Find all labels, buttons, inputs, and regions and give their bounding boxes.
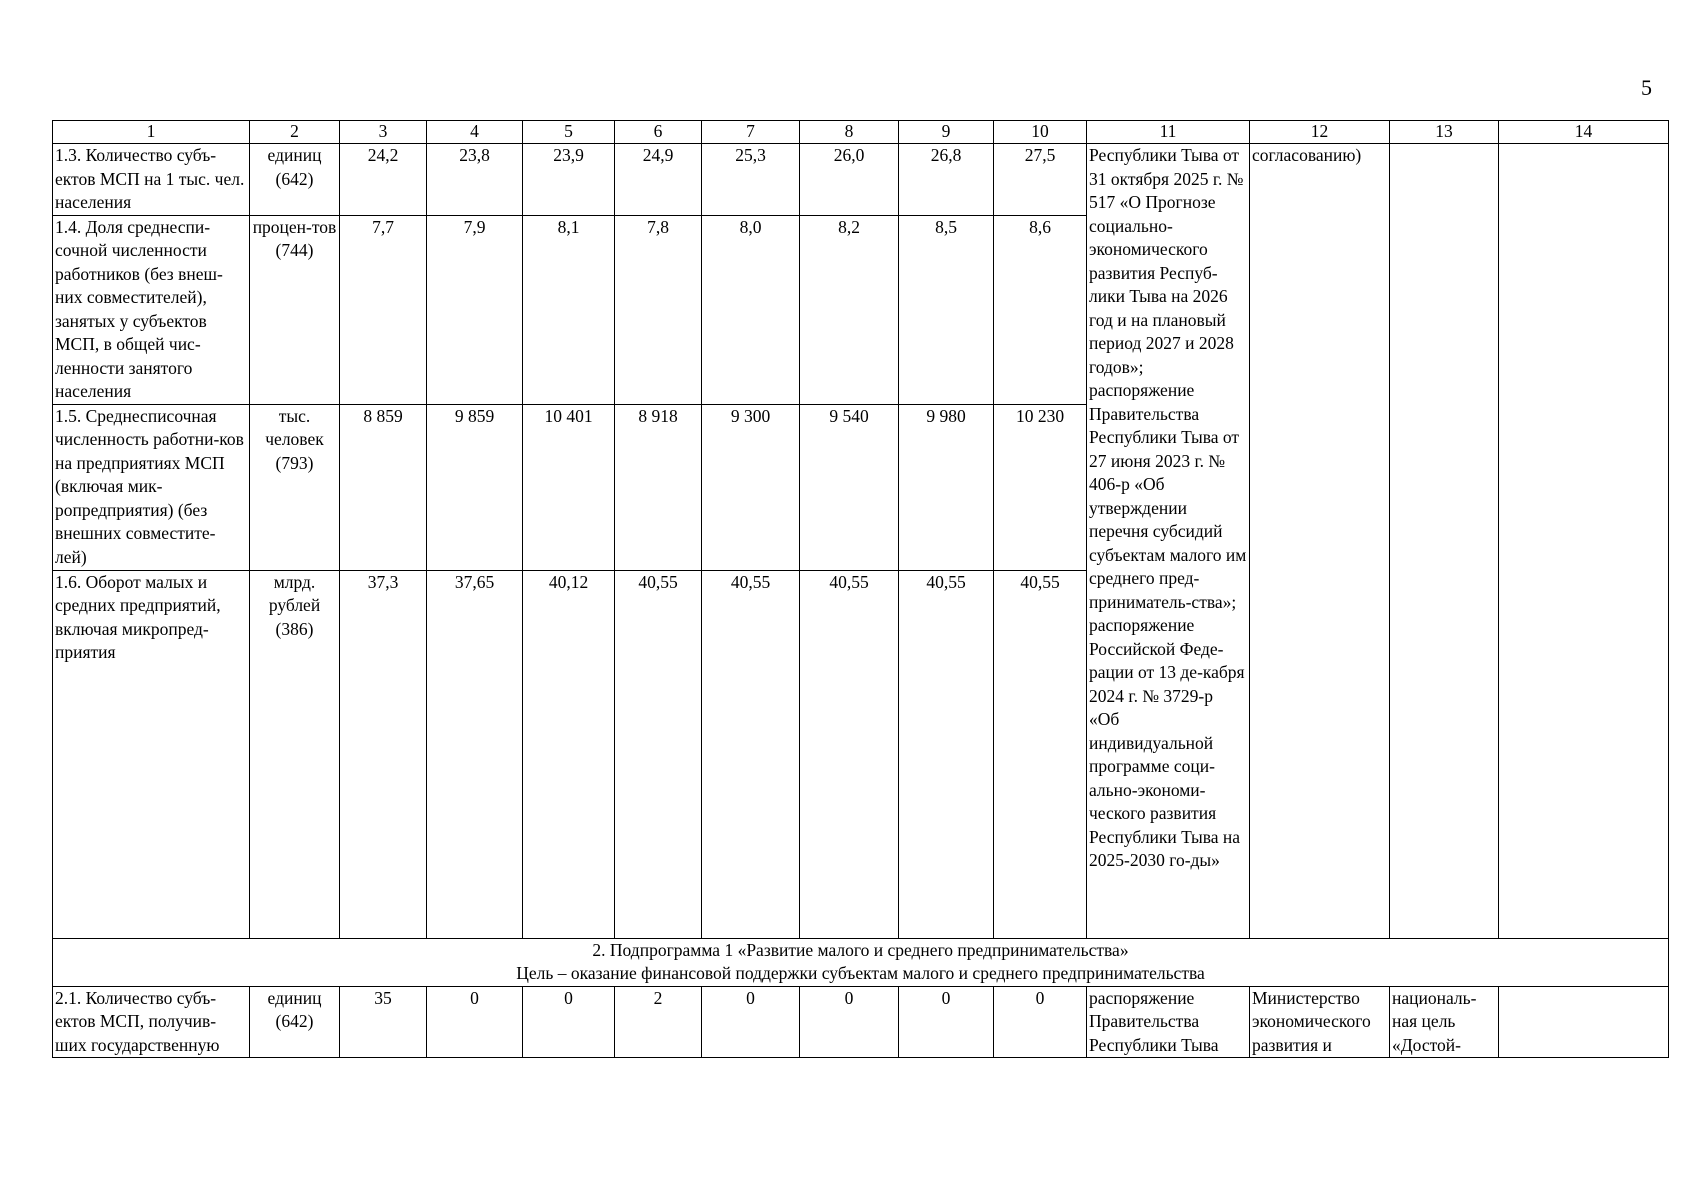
indicator-name: 1.4. Доля среднеспи-сочной численности работников (без внеш-них совместителей), занятых у субъектов МСП, в общей чис-ленности занятого населения (53, 215, 250, 404)
value-cell: 40,55 (899, 570, 994, 938)
column-number: 11 (1087, 121, 1250, 144)
value-cell: 2 (615, 986, 702, 1058)
value-cell: 7,9 (427, 215, 523, 404)
indicator-unit: млрд. рублей (386) (250, 570, 340, 938)
value-cell: 8,0 (702, 215, 800, 404)
column-number: 9 (899, 121, 994, 144)
value-cell: 8,5 (899, 215, 994, 404)
column-number: 14 (1499, 121, 1669, 144)
column-number: 2 (250, 121, 340, 144)
value-cell: 7,7 (340, 215, 427, 404)
table-row (53, 986, 1669, 1058)
responsible-cell: согласованию) (1250, 144, 1390, 939)
value-cell: 24,9 (615, 144, 702, 216)
section-heading-row (53, 938, 1669, 986)
column-number: 8 (800, 121, 899, 144)
column-number: 12 (1250, 121, 1390, 144)
empty-cell (1499, 144, 1669, 939)
column-number: 5 (523, 121, 615, 144)
value-cell: 9 540 (800, 404, 899, 570)
value-cell: 40,55 (994, 570, 1087, 938)
responsible-cell: Министерство экономического развития и (1250, 986, 1390, 1058)
value-cell: 7,8 (615, 215, 702, 404)
value-cell: 0 (800, 986, 899, 1058)
value-cell: 8,6 (994, 215, 1087, 404)
value-cell: 0 (427, 986, 523, 1058)
value-cell: 40,55 (702, 570, 800, 938)
column-number: 10 (994, 121, 1087, 144)
value-cell: 0 (899, 986, 994, 1058)
value-cell: 40,55 (800, 570, 899, 938)
value-cell: 26,8 (899, 144, 994, 216)
column-number: 3 (340, 121, 427, 144)
column-number: 7 (702, 121, 800, 144)
indicator-name: 2.1. Количество субъ-ектов МСП, получив-ших государственную (53, 986, 250, 1058)
value-cell: 26,0 (800, 144, 899, 216)
value-cell: 9 300 (702, 404, 800, 570)
value-cell: 8,2 (800, 215, 899, 404)
value-cell: 25,3 (702, 144, 800, 216)
value-cell: 10 401 (523, 404, 615, 570)
indicator-name: 1.3. Количество субъ-ектов МСП на 1 тыс. чел. населения (53, 144, 250, 216)
empty-cell (1499, 986, 1669, 1058)
value-cell: 24,2 (340, 144, 427, 216)
column-number: 1 (53, 121, 250, 144)
value-cell: 0 (702, 986, 800, 1058)
column-number: 6 (615, 121, 702, 144)
value-cell: 37,3 (340, 570, 427, 938)
legal-basis-cell: Республики Тыва от 31 октября 2025 г. № 517 «О Прогнозе социально-экономического развития Респуб-лики Тыва на 2026 год и на плановый период 2027 и 2028 годов»; распоряжение Правительства Республики Тыва от 27 июня 2023 г. № 406-р «Об утверждении перечня субсидий субъектам малого им среднего пред-приниматель-ства»; распоряжение Российской Феде-рации от 13 де-кабря 2024 г. № 3729-р «Об индивидуальной программе соци-ально-экономи-ческого развития Республики Тыва на 2025-2030 го-ды» (1087, 144, 1250, 939)
value-cell: 8 859 (340, 404, 427, 570)
table-row (53, 144, 1669, 216)
indicator-unit: тыс. человек (793) (250, 404, 340, 570)
value-cell: 8 918 (615, 404, 702, 570)
indicator-unit: единиц (642) (250, 144, 340, 216)
value-cell: 8,1 (523, 215, 615, 404)
value-cell: 10 230 (994, 404, 1087, 570)
legal-basis-cell: распоряжение Правительства Республики Тыва (1087, 986, 1250, 1058)
value-cell: 35 (340, 986, 427, 1058)
value-cell: 37,65 (427, 570, 523, 938)
value-cell: 23,9 (523, 144, 615, 216)
section-heading-cell (53, 938, 1669, 986)
subprogram-goal: Цель – оказание финансовой поддержки субъектам малого и среднего предпринимательства (516, 963, 1205, 983)
indicator-name: 1.6. Оборот малых и средних предприятий, включая микропред-приятия (53, 570, 250, 938)
value-cell: 40,12 (523, 570, 615, 938)
value-cell: 27,5 (994, 144, 1087, 216)
indicator-unit: единиц (642) (250, 986, 340, 1058)
page-number: 5 (1641, 75, 1652, 100)
subprogram-title: 2. Подпрограмма 1 «Развитие малого и среднего предпринимательства» (592, 939, 1129, 960)
value-cell: 0 (994, 986, 1087, 1058)
value-cell: 23,8 (427, 144, 523, 216)
value-cell: 9 980 (899, 404, 994, 570)
indicator-unit: процен-тов (744) (250, 215, 340, 404)
value-cell: 40,55 (615, 570, 702, 938)
national-goal-cell: националь-ная цель «Достой- (1390, 986, 1499, 1058)
indicator-name: 1.5. Среднесписочная численность работни-ков на предприятиях МСП (включая мик-ропредприятия) (без внешних совместите-лей) (53, 404, 250, 570)
national-goal-cell (1390, 144, 1499, 939)
column-number: 4 (427, 121, 523, 144)
value-cell: 9 859 (427, 404, 523, 570)
indicators-table (52, 120, 1669, 1058)
column-number-row (53, 121, 1669, 144)
column-number: 13 (1390, 121, 1499, 144)
value-cell: 0 (523, 986, 615, 1058)
